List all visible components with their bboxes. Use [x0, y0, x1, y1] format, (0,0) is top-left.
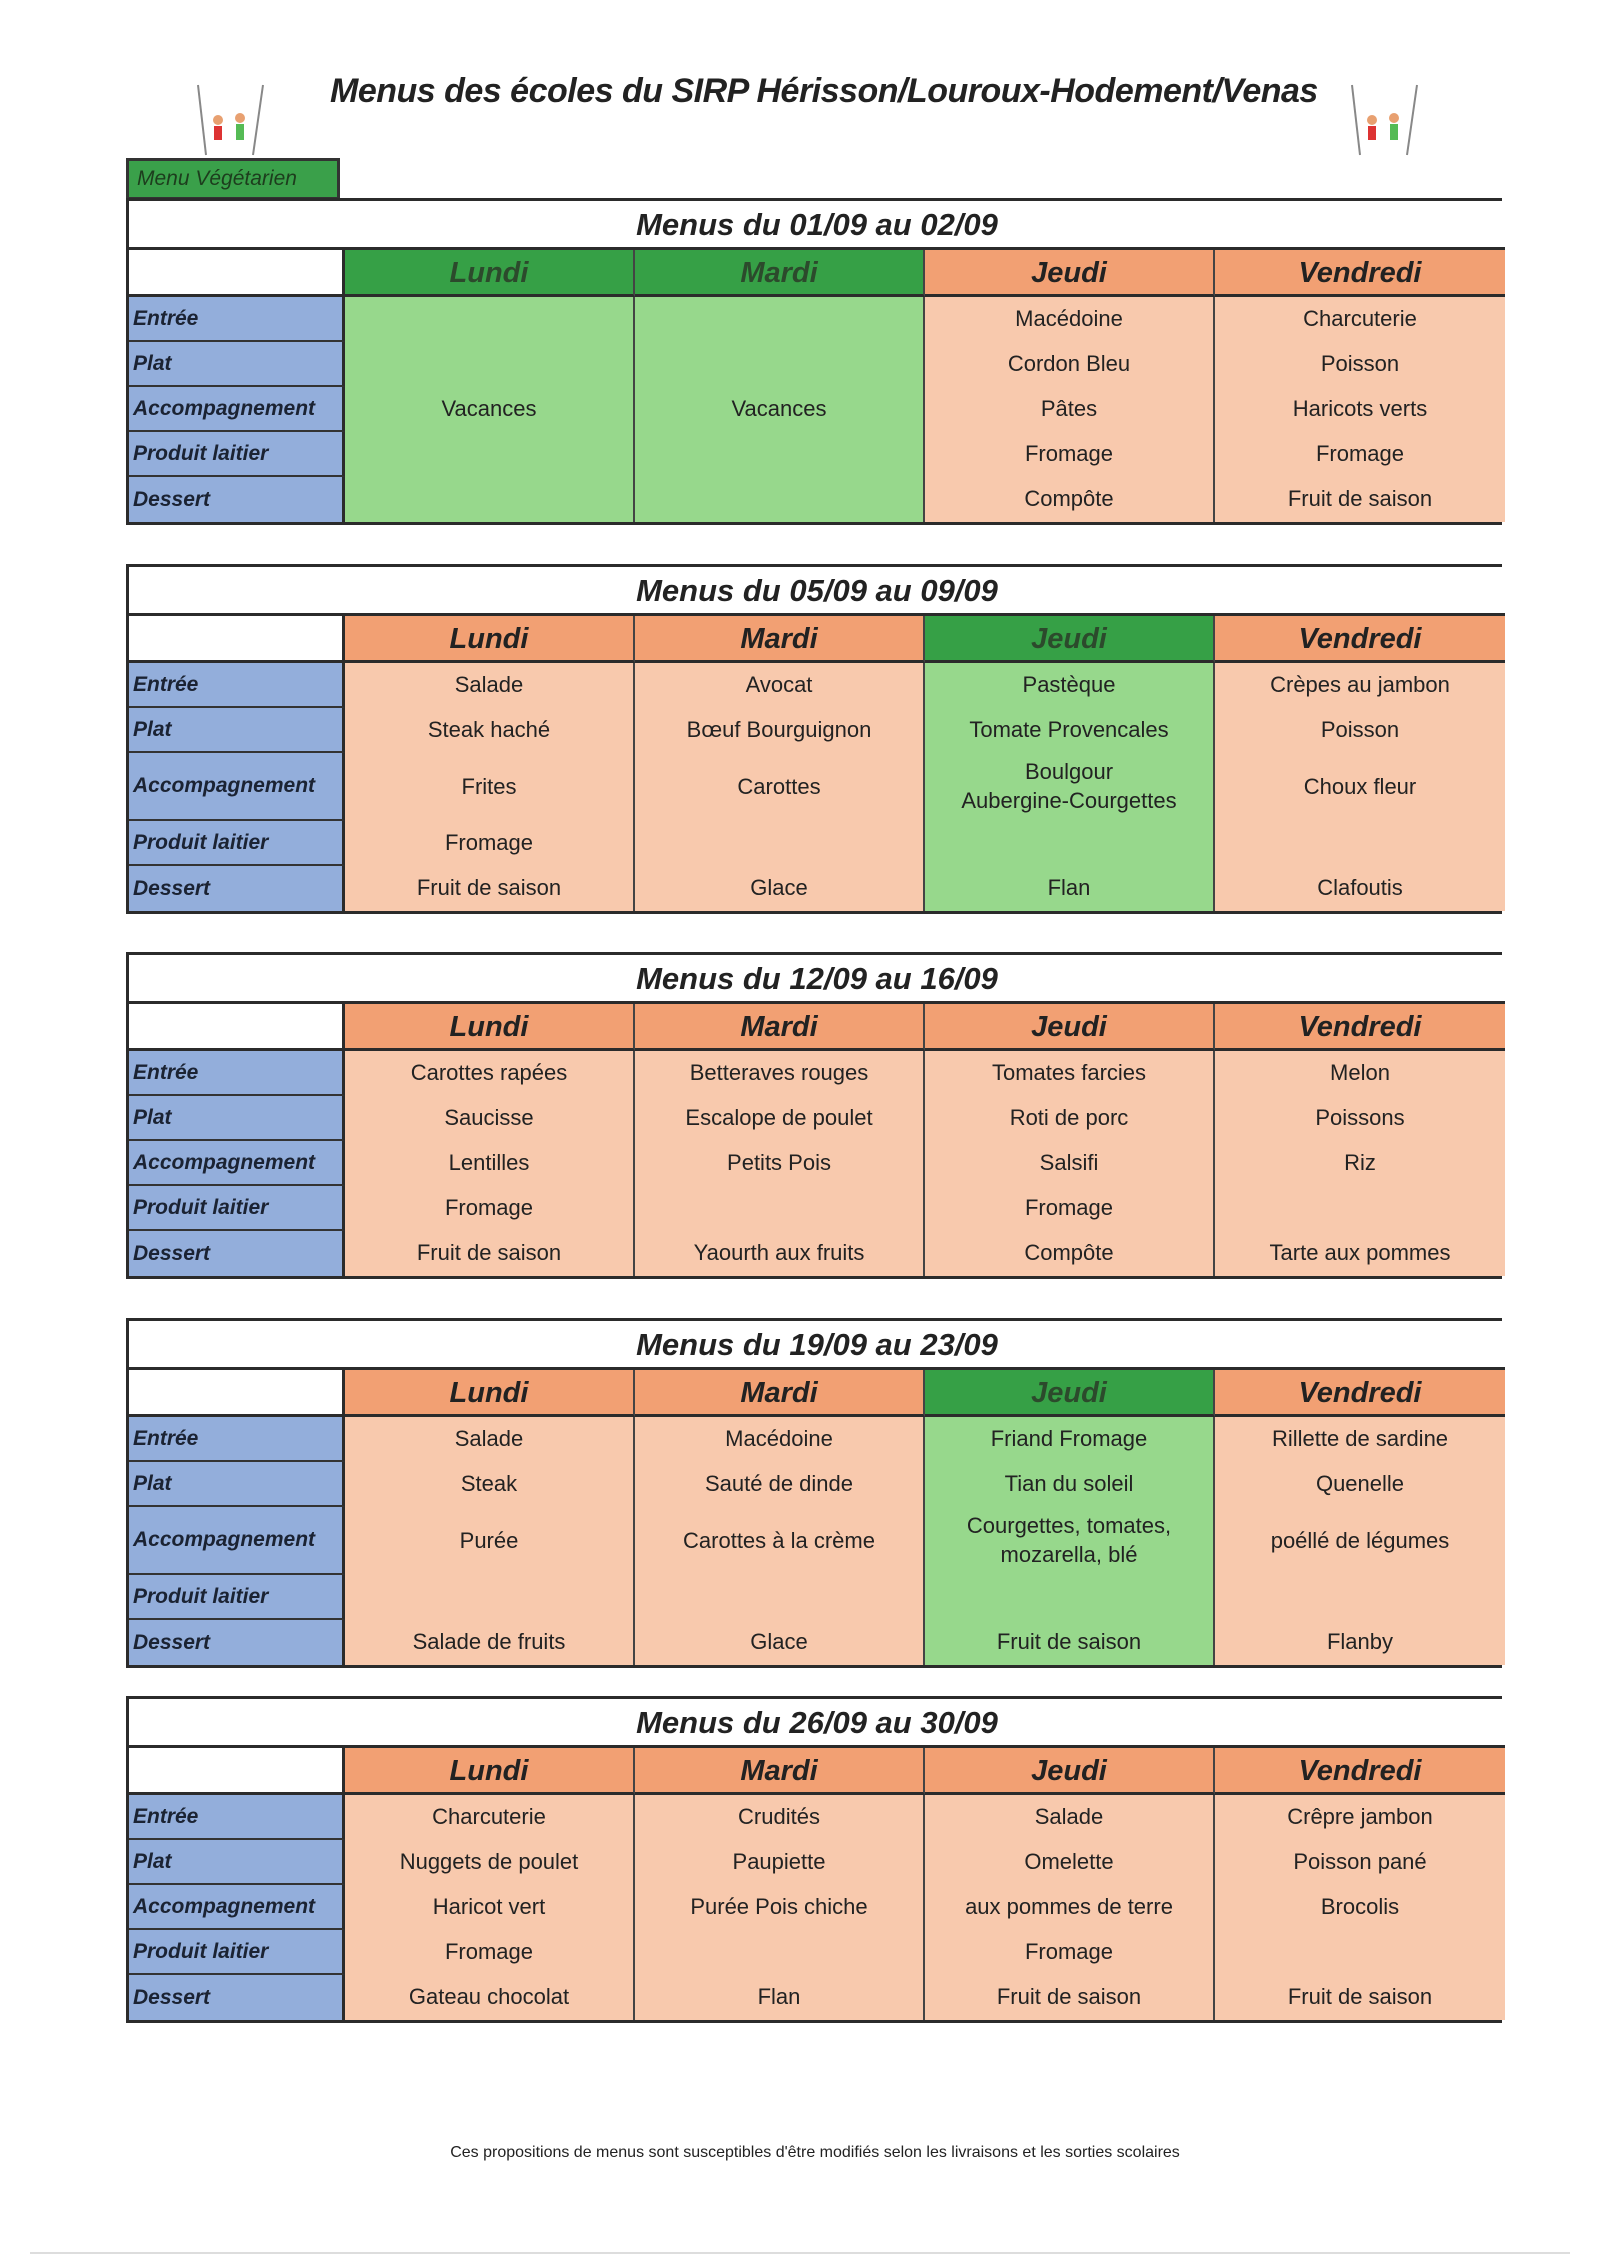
- row-label: Dessert: [129, 477, 345, 522]
- menu-item-cell: Quenelle: [1215, 1462, 1505, 1507]
- menu-item-line: Aubergine-Courgettes: [961, 788, 1177, 813]
- menu-item-cell: Paupiette: [635, 1840, 925, 1885]
- menu-item-cell: Salade: [345, 663, 635, 708]
- day-header-vendredi: Vendredi: [1215, 1004, 1505, 1051]
- row-label: Accompagnement: [129, 1885, 345, 1930]
- page-title: Menus des écoles du SIRP Hérisson/Louroux-Hodement/Venas: [330, 72, 1318, 110]
- day-header-jeudi: Jeudi: [925, 1004, 1215, 1051]
- kids-cutlery-logo-left: [188, 80, 278, 158]
- day-header-vendredi: Vendredi: [1215, 616, 1505, 663]
- day-header-mardi: Mardi: [635, 1370, 925, 1417]
- menu-item-line: Boulgour: [1024, 759, 1114, 785]
- footer-note: Ces propositions de menus sont susceptibles d'être modifiés selon les livraisons et les sorties scolaires: [450, 2144, 1180, 2161]
- row-label: Plat: [129, 1462, 345, 1507]
- day-header-lundi: Lundi: [345, 1748, 635, 1795]
- row-label: Produit laitier: [129, 821, 345, 866]
- menu-item-cell: Avocat: [635, 663, 925, 708]
- day-header-jeudi: Jeudi: [925, 616, 1215, 663]
- menu-item-cell: [635, 1186, 925, 1231]
- menu-item-cell: [925, 1575, 1215, 1620]
- menu-item-cell: Frites: [345, 753, 635, 821]
- menu-item-cell: [635, 821, 925, 866]
- menu-item-cell: poéllé de légumes: [1215, 1507, 1505, 1575]
- menu-item-cell: [635, 1930, 925, 1975]
- menu-item-cell: Poissons: [1215, 1096, 1505, 1141]
- menu-item-cell: Charcuterie: [345, 1795, 635, 1840]
- row-label: Accompagnement: [129, 1141, 345, 1186]
- menu-item-cell: Cordon Bleu: [925, 342, 1215, 387]
- menu-item-cell: Salsifi: [925, 1141, 1215, 1186]
- menu-item-cell: Pâtes: [925, 387, 1215, 432]
- menu-item-cell: Clafoutis: [1215, 866, 1505, 911]
- menu-item-cell: Fromage: [925, 432, 1215, 477]
- day-header-lundi: Lundi: [345, 1370, 635, 1417]
- menu-item-cell: Poisson: [1215, 708, 1505, 753]
- menu-item-cell: Poisson pané: [1215, 1840, 1505, 1885]
- day-header-lundi: Lundi: [345, 250, 635, 297]
- menu-item-cell: Fromage: [925, 1930, 1215, 1975]
- menu-item-cell: Brocolis: [1215, 1885, 1505, 1930]
- table-corner: [129, 1370, 345, 1417]
- menu-item-cell: Omelette: [925, 1840, 1215, 1885]
- menu-item-cell: Fromage: [345, 1930, 635, 1975]
- row-label: Produit laitier: [129, 1575, 345, 1620]
- menu-item-cell: Flan: [925, 866, 1215, 911]
- row-label: Entrée: [129, 1417, 345, 1462]
- menu-item-cell: [1215, 1186, 1505, 1231]
- menu-item-cell: Fruit de saison: [1215, 477, 1505, 522]
- menu-item-cell: Bœuf Bourguignon: [635, 708, 925, 753]
- day-header-jeudi: Jeudi: [925, 1370, 1215, 1417]
- day-header-vendredi: Vendredi: [1215, 1748, 1505, 1795]
- kids-cutlery-logo-right: [1342, 80, 1432, 158]
- row-label: Entrée: [129, 297, 345, 342]
- day-header-lundi: Lundi: [345, 616, 635, 663]
- menu-item-cell: Macédoine: [925, 297, 1215, 342]
- row-label: Entrée: [129, 1051, 345, 1096]
- menu-item-cell: Yaourth aux fruits: [635, 1231, 925, 1276]
- menu-item-cell: Tomates farcies: [925, 1051, 1215, 1096]
- menu-item-cell: [635, 1575, 925, 1620]
- week-menu-table: [126, 1318, 1502, 1668]
- menu-item-cell: Tian du soleil: [925, 1462, 1215, 1507]
- menu-item-cell: [345, 1575, 635, 1620]
- menu-item-cell: Steak: [345, 1462, 635, 1507]
- menu-item-cell: Flanby: [1215, 1620, 1505, 1665]
- menu-item-cell: [1215, 1575, 1505, 1620]
- menu-item-cell: Pastèque: [925, 663, 1215, 708]
- day-header-mardi: Mardi: [635, 1004, 925, 1051]
- menu-item-cell: [925, 753, 1215, 821]
- menu-item-cell: Nuggets de poulet: [345, 1840, 635, 1885]
- row-label: Produit laitier: [129, 1930, 345, 1975]
- holiday-cell: Vacances: [635, 297, 925, 522]
- menu-item-cell: aux pommes de terre: [925, 1885, 1215, 1930]
- row-label: Plat: [129, 1096, 345, 1141]
- menu-item-cell: Glace: [635, 866, 925, 911]
- menu-item-cell: [925, 821, 1215, 866]
- menu-item-cell: [1215, 1930, 1505, 1975]
- menu-item-cell: Fruit de saison: [345, 1231, 635, 1276]
- menu-item-cell: Choux fleur: [1215, 753, 1505, 821]
- menu-item-cell: Purée Pois chiche: [635, 1885, 925, 1930]
- menu-item-cell: Carottes à la crème: [635, 1507, 925, 1575]
- menu-item-cell: Fromage: [345, 1186, 635, 1231]
- menu-item-cell: [1215, 821, 1505, 866]
- row-label: Accompagnement: [129, 753, 345, 821]
- row-label: Dessert: [129, 866, 345, 911]
- menu-item-line: mozarella, blé: [1000, 1542, 1138, 1567]
- menu-item-cell: Crèpes au jambon: [1215, 663, 1505, 708]
- row-label: Dessert: [129, 1231, 345, 1276]
- week-menu-table: [126, 952, 1502, 1279]
- week-menu-table: [126, 564, 1502, 914]
- menu-item-cell: Compôte: [925, 1231, 1215, 1276]
- day-header-mardi: Mardi: [635, 1748, 925, 1795]
- menu-item-cell: Purée: [345, 1507, 635, 1575]
- row-label: Entrée: [129, 1795, 345, 1840]
- menu-item-cell: Carottes rapées: [345, 1051, 635, 1096]
- row-label: Accompagnement: [129, 1507, 345, 1575]
- week-title: Menus du 19/09 au 23/09: [129, 1321, 1505, 1370]
- menu-item-cell: Fruit de saison: [345, 866, 635, 911]
- row-label: Plat: [129, 1840, 345, 1885]
- week-title: Menus du 12/09 au 16/09: [129, 955, 1505, 1004]
- row-label: Plat: [129, 708, 345, 753]
- table-corner: [129, 1004, 345, 1051]
- row-label: Accompagnement: [129, 387, 345, 432]
- menu-item-cell: Carottes: [635, 753, 925, 821]
- holiday-cell: Vacances: [345, 297, 635, 522]
- menu-item-cell: Fromage: [925, 1186, 1215, 1231]
- row-label: Produit laitier: [129, 432, 345, 477]
- day-header-vendredi: Vendredi: [1215, 1370, 1505, 1417]
- week-menu-table: [126, 198, 1502, 525]
- vegetarian-legend: Menu Végétarien: [126, 158, 340, 200]
- day-header-mardi: Mardi: [635, 250, 925, 297]
- menu-item-cell: Melon: [1215, 1051, 1505, 1096]
- menu-item-cell: Salade de fruits: [345, 1620, 635, 1665]
- menu-item-cell: Gateau chocolat: [345, 1975, 635, 2020]
- menu-item-cell: Crêpre jambon: [1215, 1795, 1505, 1840]
- menu-item-cell: Salade: [345, 1417, 635, 1462]
- menu-item-cell: Crudités: [635, 1795, 925, 1840]
- menu-item-cell: Tarte aux pommes: [1215, 1231, 1505, 1276]
- day-header-jeudi: Jeudi: [925, 1748, 1215, 1795]
- day-header-jeudi: Jeudi: [925, 250, 1215, 297]
- menu-item-cell: Glace: [635, 1620, 925, 1665]
- week-title: Menus du 05/09 au 09/09: [129, 567, 1505, 616]
- menu-item-cell: Fromage: [345, 821, 635, 866]
- menu-item-cell: Petits Pois: [635, 1141, 925, 1186]
- day-header-mardi: Mardi: [635, 616, 925, 663]
- menu-item-cell: Salade: [925, 1795, 1215, 1840]
- menu-item-cell: Saucisse: [345, 1096, 635, 1141]
- week-title: Menus du 26/09 au 30/09: [129, 1699, 1505, 1748]
- menu-item-cell: Haricot vert: [345, 1885, 635, 1930]
- day-header-lundi: Lundi: [345, 1004, 635, 1051]
- menu-item-cell: Compôte: [925, 477, 1215, 522]
- menu-item-cell: Rillette de sardine: [1215, 1417, 1505, 1462]
- menu-item-cell: Steak haché: [345, 708, 635, 753]
- menu-item-cell: Charcuterie: [1215, 297, 1505, 342]
- menu-item-cell: Friand Fromage: [925, 1417, 1215, 1462]
- table-corner: [129, 1748, 345, 1795]
- week-title: Menus du 01/09 au 02/09: [129, 201, 1505, 250]
- divider: [30, 2252, 1570, 2254]
- row-label: Plat: [129, 342, 345, 387]
- menu-item-cell: Flan: [635, 1975, 925, 2020]
- day-header-vendredi: Vendredi: [1215, 250, 1505, 297]
- menu-item-cell: Lentilles: [345, 1141, 635, 1186]
- row-label: Dessert: [129, 1620, 345, 1665]
- menu-item-cell: Tomate Provencales: [925, 708, 1215, 753]
- menu-item-cell: Escalope de poulet: [635, 1096, 925, 1141]
- row-label: Dessert: [129, 1975, 345, 2020]
- menu-item-cell: Betteraves rouges: [635, 1051, 925, 1096]
- row-label: Produit laitier: [129, 1186, 345, 1231]
- row-label: Entrée: [129, 663, 345, 708]
- menu-item-cell: Sauté de dinde: [635, 1462, 925, 1507]
- table-corner: [129, 250, 345, 297]
- menu-item-line: Courgettes, tomates,: [966, 1513, 1172, 1539]
- menu-item-cell: Riz: [1215, 1141, 1505, 1186]
- menu-item-cell: Macédoine: [635, 1417, 925, 1462]
- menu-item-cell: [925, 1507, 1215, 1575]
- menu-item-cell: Fruit de saison: [925, 1975, 1215, 2020]
- menu-item-cell: Fruit de saison: [925, 1620, 1215, 1665]
- menu-item-cell: Haricots verts: [1215, 387, 1505, 432]
- week-menu-table: [126, 1696, 1502, 2023]
- menu-item-cell: Poisson: [1215, 342, 1505, 387]
- menu-item-cell: Roti de porc: [925, 1096, 1215, 1141]
- menu-item-cell: Fruit de saison: [1215, 1975, 1505, 2020]
- menu-item-cell: Fromage: [1215, 432, 1505, 477]
- table-corner: [129, 616, 345, 663]
